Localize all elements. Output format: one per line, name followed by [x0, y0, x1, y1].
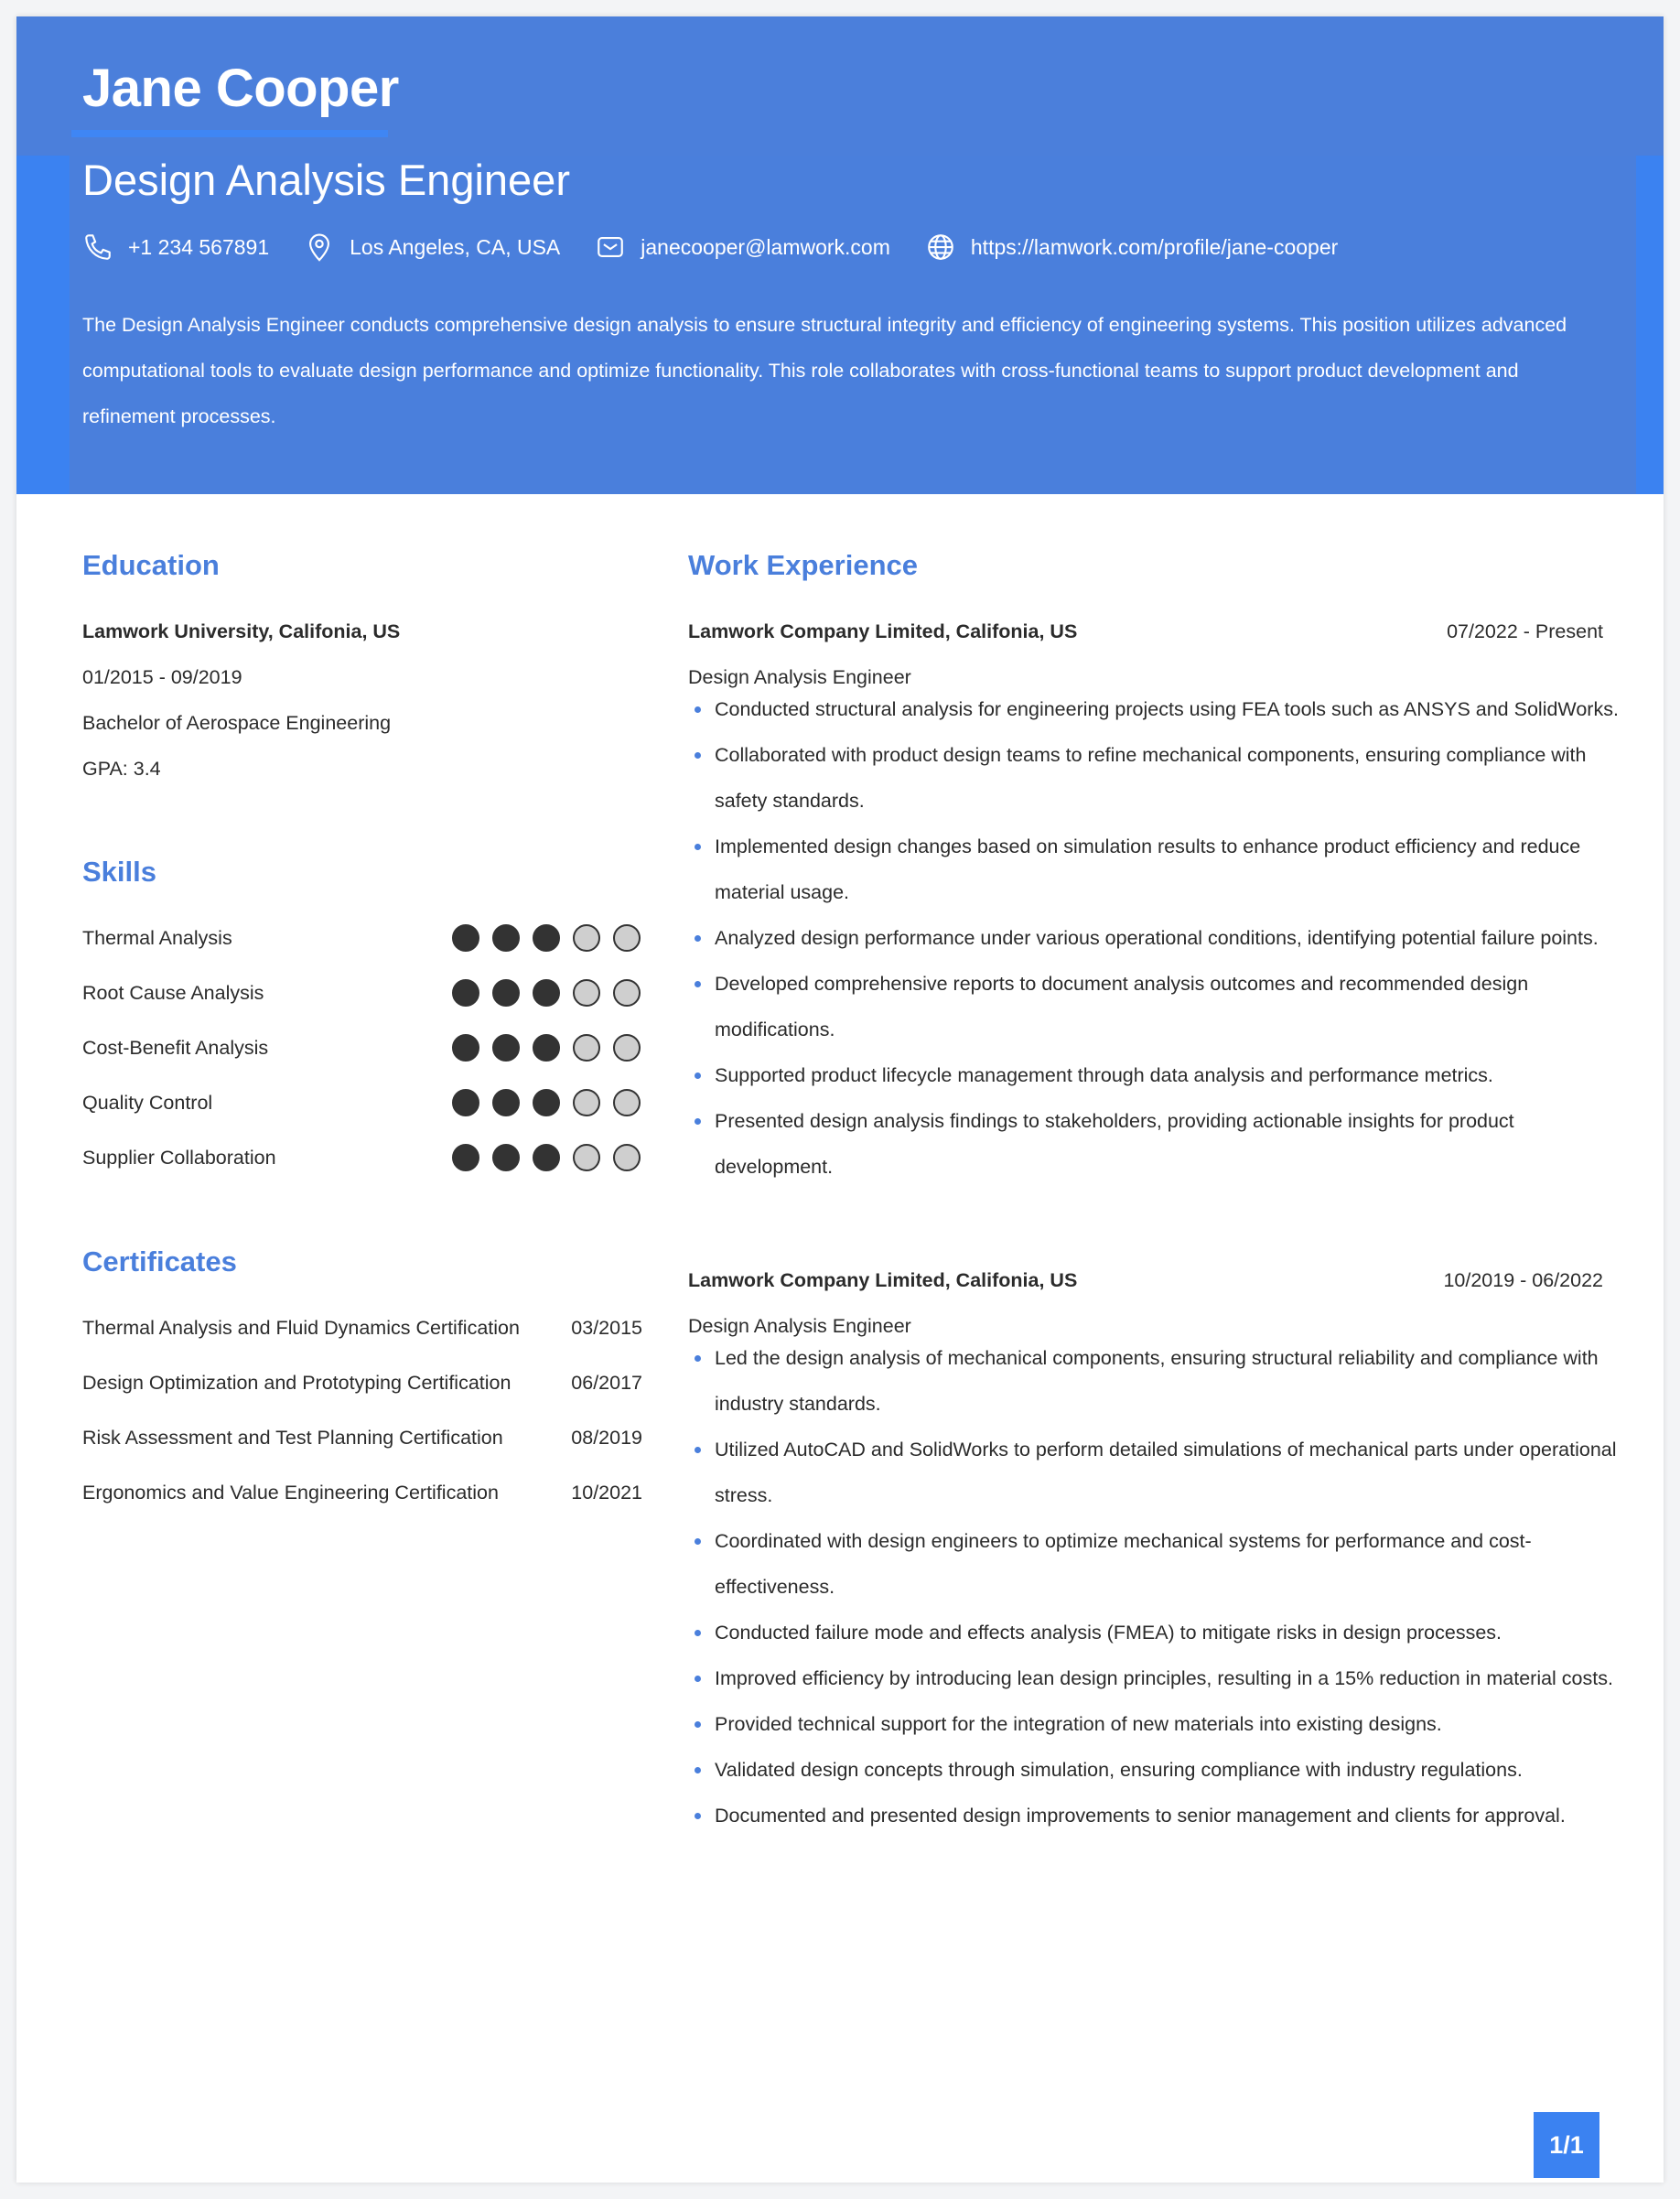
- job-bullet: Utilized AutoCAD and SolidWorks to perform detailed simulations of mechanical parts under operational stress.: [688, 1427, 1621, 1518]
- skill-name: Cost-Benefit Analysis: [82, 1036, 269, 1059]
- job-1-role: Design Analysis Engineer: [688, 666, 911, 688]
- job-bullet: Presented design analysis findings to stakeholders, providing actionable insights for product development.: [688, 1098, 1621, 1190]
- job-bullet: Validated design concepts through simulation, ensuring compliance with industry regulations.: [688, 1747, 1621, 1793]
- certificate-row: [82, 1364, 642, 1401]
- rating-dot-empty: [613, 1034, 641, 1062]
- certificate-date: 03/2015: [571, 1316, 642, 1339]
- certificate-name: Thermal Analysis and Fluid Dynamics Certification: [82, 1316, 520, 1339]
- skill-name: Root Cause Analysis: [82, 981, 264, 1004]
- rating-dot-filled: [492, 1034, 520, 1062]
- rating-dot-filled: [492, 979, 520, 1007]
- education-dates: 01/2015 - 09/2019: [82, 666, 242, 688]
- resume-header: [16, 16, 1664, 494]
- job-bullet: Conducted structural analysis for engineering projects using FEA tools such as ANSYS and SolidWorks.: [688, 686, 1621, 732]
- email-text: janecooper@lamwork.com: [641, 234, 890, 259]
- job-bullet: Led the design analysis of mechanical components, ensuring structural reliability and compliance with industry standards.: [688, 1335, 1621, 1427]
- certificate-row: [82, 1310, 642, 1346]
- rating-dot-filled: [533, 979, 560, 1007]
- job-bullet: Implemented design changes based on simulation results to enhance product efficiency and reduce material usage.: [688, 824, 1621, 915]
- skill-row: [82, 920, 641, 956]
- skill-row: [82, 1139, 641, 1176]
- job-bullet: Analyzed design performance under various operational conditions, identifying potential failure points.: [688, 915, 1621, 961]
- rating-dot-empty: [573, 1089, 600, 1116]
- education-school: Lamwork University, Califonia, US: [82, 620, 401, 642]
- job-2-company: Lamwork Company Limited, Califonia, US: [688, 1268, 1078, 1291]
- skill-rating: [439, 1034, 641, 1062]
- certificate-name: Risk Assessment and Test Planning Certification: [82, 1426, 503, 1449]
- rating-dot-empty: [613, 979, 641, 1007]
- job-1-bullet-list: [688, 686, 1621, 1190]
- skill-row: [82, 1084, 641, 1121]
- certificate-date: 10/2021: [571, 1481, 642, 1504]
- contact-website[interactable]: [925, 232, 1338, 263]
- job-bullet: Improved efficiency by introducing lean design principles, resulting in a 15% reduction in material costs.: [688, 1655, 1621, 1701]
- phone-text: +1 234 567891: [128, 234, 270, 259]
- rating-dot-filled: [452, 1089, 479, 1116]
- job-bullet: Supported product lifecycle management through data analysis and performance metrics.: [688, 1052, 1621, 1098]
- contact-bar: [82, 227, 1373, 267]
- rating-dot-empty: [613, 924, 641, 952]
- work-experience-heading: Work Experience: [688, 549, 918, 581]
- skill-rating: [439, 1144, 641, 1171]
- rating-dot-filled: [452, 1034, 479, 1062]
- rating-dot-filled: [533, 1144, 560, 1171]
- certificate-row: [82, 1419, 642, 1456]
- contact-location: [304, 232, 560, 263]
- page-indicator: 1/1: [1534, 2112, 1599, 2178]
- skill-rating: [439, 1089, 641, 1116]
- rating-dot-filled: [533, 1034, 560, 1062]
- rating-dot-filled: [492, 1144, 520, 1171]
- certificate-date: 06/2017: [571, 1371, 642, 1394]
- skill-rating: [439, 979, 641, 1007]
- job-1-company: Lamwork Company Limited, Califonia, US: [688, 620, 1078, 642]
- rating-dot-empty: [573, 979, 600, 1007]
- skill-row: [82, 1029, 641, 1066]
- job-2-header: [688, 1262, 1603, 1299]
- contact-email[interactable]: [595, 232, 890, 263]
- skill-rating: [439, 924, 641, 952]
- education-heading: Education: [82, 549, 220, 581]
- contact-phone[interactable]: [82, 232, 269, 263]
- website-text: https://lamwork.com/profile/jane-cooper: [970, 234, 1339, 259]
- skill-name: Quality Control: [82, 1091, 213, 1114]
- skill-name: Supplier Collaboration: [82, 1146, 276, 1169]
- rating-dot-empty: [573, 924, 600, 952]
- location-pin-icon: [304, 232, 335, 263]
- rating-dot-filled: [533, 924, 560, 952]
- job-bullet: Provided technical support for the integration of new materials into existing designs.: [688, 1701, 1621, 1747]
- name-underline: [71, 130, 388, 137]
- skills-heading: Skills: [82, 856, 156, 888]
- profile-summary: The Design Analysis Engineer conducts comprehensive design analysis to ensure structural integrity and efficiency of engineering systems. This position utilizes advanced computational tools to evaluate design performance and optimize functionality. This role collaborates with cross-functional teams to support product development and refinement processes.: [82, 314, 1567, 427]
- globe-icon: [925, 232, 956, 263]
- rating-dot-empty: [613, 1144, 641, 1171]
- phone-icon: [82, 232, 113, 263]
- job-bullet: Coordinated with design engineers to optimize mechanical systems for performance and cost-effectiveness.: [688, 1518, 1621, 1610]
- job-2-dates: 10/2019 - 06/2022: [1443, 1268, 1603, 1291]
- certificate-date: 08/2019: [571, 1426, 642, 1449]
- job-2-role: Design Analysis Engineer: [688, 1315, 911, 1337]
- certificate-name: Design Optimization and Prototyping Certification: [82, 1371, 512, 1394]
- job-1-header: [688, 613, 1603, 650]
- location-text: Los Angeles, CA, USA: [350, 234, 561, 259]
- rating-dot-filled: [452, 924, 479, 952]
- resume-page: [16, 16, 1664, 2183]
- job-bullet: Documented and presented design improvements to senior management and clients for approval.: [688, 1793, 1621, 1838]
- job-bullet: Conducted failure mode and effects analysis (FMEA) to mitigate risks in design processes.: [688, 1610, 1621, 1655]
- rating-dot-filled: [533, 1089, 560, 1116]
- rating-dot-empty: [573, 1034, 600, 1062]
- job-2-bullet-list: [688, 1335, 1621, 1838]
- rating-dot-filled: [492, 1089, 520, 1116]
- job-title: Design Analysis Engineer: [82, 156, 570, 204]
- rating-dot-empty: [573, 1144, 600, 1171]
- certificate-row: [82, 1474, 642, 1511]
- rating-dot-filled: [452, 979, 479, 1007]
- skill-row: [82, 975, 641, 1011]
- job-bullet: Developed comprehensive reports to document analysis outcomes and recommended design modifications.: [688, 961, 1621, 1052]
- header-band-right: [1636, 156, 1664, 494]
- candidate-name: Jane Cooper: [82, 59, 399, 118]
- email-icon: [595, 232, 626, 263]
- header-band-left: [16, 156, 70, 494]
- skill-name: Thermal Analysis: [82, 926, 232, 949]
- job-bullet: Collaborated with product design teams to refine mechanical components, ensuring compliance with safety standards.: [688, 732, 1621, 824]
- rating-dot-filled: [452, 1144, 479, 1171]
- job-1-dates: 07/2022 - Present: [1447, 620, 1603, 642]
- education-degree: Bachelor of Aerospace Engineering: [82, 712, 392, 734]
- rating-dot-filled: [492, 924, 520, 952]
- certificate-name: Ergonomics and Value Engineering Certification: [82, 1481, 499, 1504]
- certificates-heading: Certificates: [82, 1245, 237, 1277]
- education-gpa: GPA: 3.4: [82, 758, 161, 780]
- rating-dot-empty: [613, 1089, 641, 1116]
